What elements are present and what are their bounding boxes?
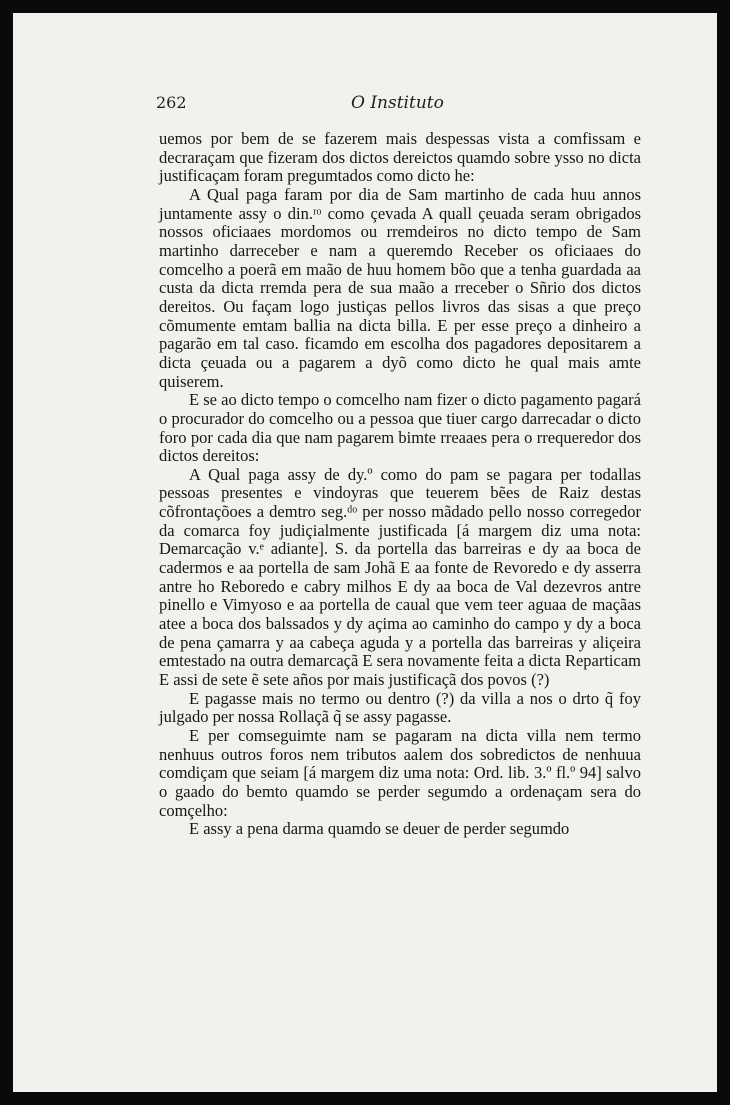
running-title: O Instituto xyxy=(351,93,444,113)
running-head xyxy=(156,89,641,119)
page-number: 262 xyxy=(156,93,187,112)
paragraph: E se ao dicto tempo o comcelho nam fizer o dicto pagamento pagará o procurador do comcelho ou a pessoa que tiuer cargo darrecadar o dicto foro por cada dia que nam pagarem bimte rreaaes pera o rrequeredor dos dictos dereitos: xyxy=(159,390,641,466)
paragraph: A Qual paga assy de dy.º como do pam se pagara per todallas pessoas presentes e vindoyras que teuerem bẽes de Raiz destas cõfrontaçõoes a demtro seg.ᵈᵒ per nosso mãdado pello nosso corregedor da comarca foy judiçialmente justificada [á margem diz uma nota: Demarcação v.ᵉ adiante]. S. da portella das barreiras e dy aa boca de cadermos e aa portella de sam Johã E aa fonte de Revoredo e dy asserra antre ho Reboredo e cabry milhos E dy aa boca de Val dezevros antre pinello e Vimyoso e aa portella de caual que vem teer aguaa de maçãas atee a boca dos balssados y dy açima ao caminho do campo y dy a boca de pena çamarra y aa cabeça aguda y a portella das barreiras y aliçeira emtestado na outra demarcaçã E sera novamente feita a dicta Reparticam E assi de sete ẽ sete años por mais justificaçã dos povos (?) xyxy=(159,464,641,690)
body-text xyxy=(159,130,641,839)
paragraph: A Qual paga faram por dia de Sam martinho de cada huu annos juntamente assy o din.ʳᵒ como çevada A quall çeuada seram obrigados nossos oficiaaes mordomos ou rremdeiros no dicto tempo de Sam martinho darreceber e nam a queremdo Receber os oficiaaes do comcelho a poerã em maão de huu homem bõo que a tenha guardada aa custa da dicta rremda pera de sua maão a rreceber o Sñrio dos dictos dereitos. Ou façam logo justiças pellos livros das sisas a que preço cõmumente emtam ballia na dicta billa. E per esse preço a dinheiro a pagarão em tal caso. ficamdo em escolha dos pagadores depositarem a dicta çeuada ou a pagarem a dyõ como dicto he qual mais amte quiserem. xyxy=(159,184,641,391)
document-page xyxy=(13,13,717,1092)
paragraph: uemos por bem de se fazerem mais despessas vista a comfissam e decraraçam que fizeram dos dictos dereictos quamdo sobre ysso no dicta justificaçam foram pregumtados como dicto he: xyxy=(159,129,641,186)
paragraph: E assy a pena darma quamdo se deuer de perder segumdo xyxy=(189,819,570,839)
paragraph: E pagasse mais no termo ou dentro (?) da villa a nos o drto q̃ foy julgado per nossa Rollaçã q̃ se assy pagasse. xyxy=(159,688,641,727)
paragraph: E per comseguimte nam se pagaram na dicta villa nem termo nenhuus outros foros nem tributos aalem dos sobredictos de nenhuua comdiçam que seiam [á margem diz uma nota: Ord. lib. 3.º fl.º 94] salvo o gaado do bemto quamdo se perder segumdo a ordenaçam sera do comçelho: xyxy=(159,726,641,820)
